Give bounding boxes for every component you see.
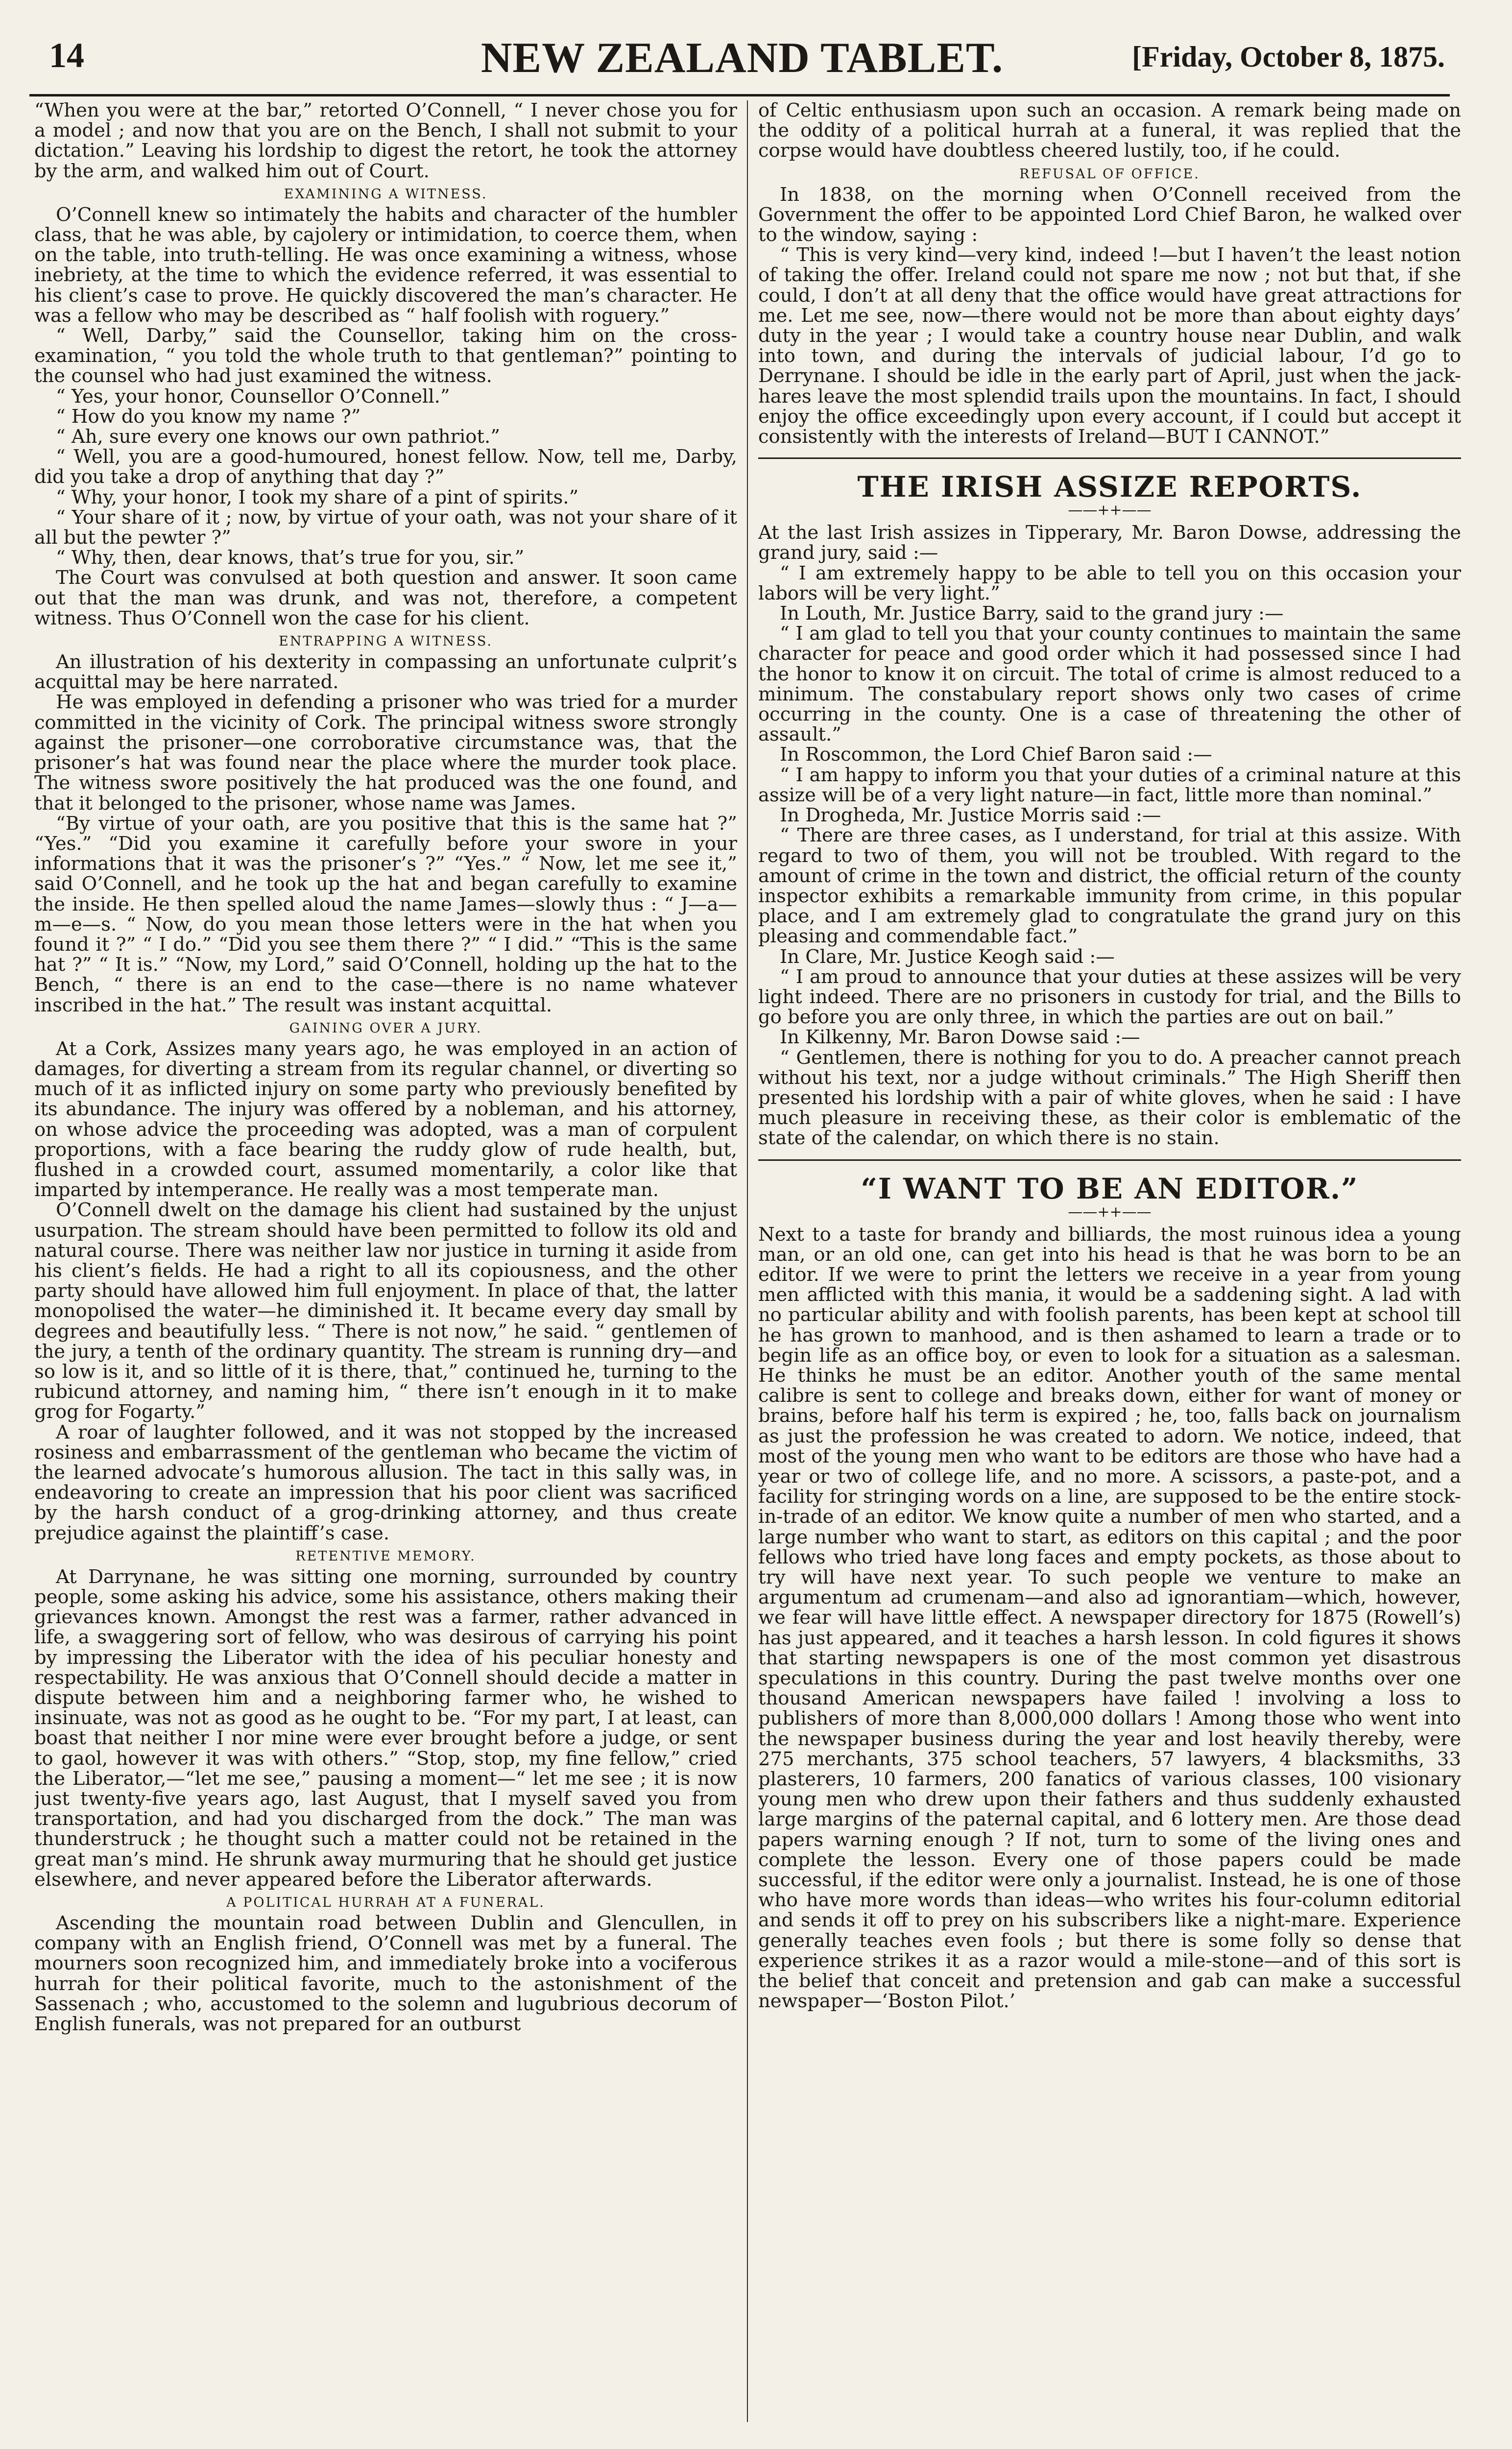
page-number: 14 <box>49 36 84 75</box>
body-paragraph: “ How do you know my name ?” <box>56 405 361 428</box>
body-paragraph: In 1838, on the morning when O’Connell received from the Government the offer to be appointed Lord Chief Baron, he walked over to the window, saying : <box>758 183 1461 246</box>
body-paragraph: In Roscommon, the Lord Chief Baron said :— <box>780 744 1212 766</box>
body-paragraph: of Celtic enthusiasm upon such an occasion. A remark being made on the oddity of a political hurrah at a funeral, it was replied that the corpse would have doubtless cheered lustily, too, if he could. <box>758 100 1461 162</box>
body-paragraph: “ Yes, your honor, Counsellor O’Connell.” <box>56 385 450 408</box>
subheading: RETENTIVE MEMORY. <box>295 1548 476 1564</box>
right-column <box>758 100 1461 2432</box>
issue-date: [Friday, October 8, 1875. <box>1132 41 1445 73</box>
header-rule <box>29 94 1450 96</box>
body-paragraph: “ There are three cases, as I understand, for trial at this assize. With regard to two of them, you will not be troubled. With regard to the amount of crime in the town and district, the official return of the county inspector exhibits a remarkable immunity from crime, in this popular place, and I am extremely glad to congratulate the grand jury on this pleasing and commendable fact.” <box>758 824 1461 948</box>
subheading: GAINING OVER A JURY. <box>289 1020 482 1036</box>
body-paragraph: In Drogheda, Mr. Justice Morris said :— <box>780 804 1161 827</box>
body-paragraph: “ This is very kind—very kind, indeed !—but I haven’t the least notion of taking the offer. Ireland could not spare me now ; not but that, if she could, I don’t at all deny that the office would have great attractions for me. Let me see, now—there would not be more than about eighty days’ duty in the year ; I would take a country house near Dublin, and walk into town, and during the intervals of judicial labour, I’d go to Derrynane. I should be idle in the early part of April, just when the jack-hares leave the most splendid trails upon the mountains. In fact, I should enjoy the office exceedingly upon every account, if I could but accept it consistently with the interests of Ireland—BUT I CANNOT.” <box>758 244 1461 448</box>
body-paragraph: “ Why, then, dear knows, that’s true for you, sir.” <box>56 547 525 569</box>
body-paragraph: He was employed in defending a prisoner who was tried for a murder committed in the vicinity of Cork. The principal witness swore strongly against the prisoner—one corroborative circumstance was, that the prisoner’s hat was found near the place where the murder took place. The witness swore positively the hat produced was the one found, and that it belonged to the prisoner, whose name was James. <box>34 691 737 815</box>
body-paragraph: “When you were at the bar,” retorted O’Connell, “ I never chose you for a model ; and now that you are on the Bench, I shall not submit to your dictation.” Leaving his lordship to digest the retort, he took the attorney by the arm, and walked him out of Court. <box>34 100 737 182</box>
body-paragraph: O’Connell knew so intimately the habits and character of the humbler class, that he was able, by cajolery or intimidation, to coerce them, when on the table, into truth-telling. He was once examining a witness, whose inebriety, at the time to which the evidence referred, it was essential to his client’s case to prove. He quickly discovered the man’s character. He was a fellow who may be described as “ half foolish with roguery.” <box>34 203 737 327</box>
body-paragraph: O’Connell dwelt on the damage his client had sustained by the unjust usurpation. The stream should have been permitted to follow its old and natural course. There was neither law nor justice in turning it aside from his client’s fields. He had a right to all its copiousness, and the other party should have allowed him full enjoyment. In place of that, the latter monopolised the water—he diminished it. It became every day small by degrees and beautifully less. “ There is not now,” he said. “ gentlemen of the jury, a tenth of the ordinary quantity. The stream is running dry—and so low is it, and so little of it is there, that,” continued he, turning to the rubicund attorney, and naming him, “ there isn’t enough in it to make grog for Fogarty.” <box>34 1199 737 1423</box>
ornament-divider: ——++—— <box>1068 1203 1152 1221</box>
article-headline: “I WANT TO BE AN EDITOR.” <box>861 1172 1359 1205</box>
body-paragraph: Next to a taste for brandy and billiards, the most ruinous idea a young man, or an old one, can get into his head is that he was born to be an editor. If we were to print the letters we receive in a year from young men afflicted with this mania, it would be a saddening sight. A lad with no particular ability and with foolish parents, has been kept at school till he has grown to manhood, and is then ashamed to learn a trade or to begin life as an office boy, or even to look for a situation as a salesman. He thinks he must be an editor. Another youth of the same mental calibre is sent to college and breaks down, either for want of money or brains, before half his term is expired ; he, too, falls back on journalism as just the profession he was created to adorn. We notice, indeed, that most of the young men who want to be editors are those who have had a year or two of college life, and no more. A scissors, a paste-pot, and a facility for stringing words on a line, are supposed to be the entire stock-in-trade of an editor. We know quite a number of men who started, and a large number who want to start, as editors on this capital ; and the poor fellows who tried have long faces and empty pockets, as those about to try will have next year. To such people we venture to make an argumentum ad crumenam—and also ad ignorantiam—which, however, we fear will have little effect. A newspaper directory for 1875 (Rowell’s) has just appeared, and it teaches a harsh lesson. In cold figures it shows that starting newspapers is one of the most common yet disastrous speculations in this country. During the past twelve months over one thousand American newspapers have failed ! involving a loss to publishers of more than 8,000,000 dollars ! Among those who went into the newspaper business during the year and lost heavily thereby, were 275 merchants, 375 school teachers, 57 lawyers, 4 blacksmiths, 33 plasterers, 10 farmers, 200 fanatics of various classes, 100 visionary young men who drew upon their fathers and thus suddenly exhausted large margins of the paternal capital, and 6 lottery men. Are those dead papers warning enough ? If not, turn to some of the living ones and complete the lesson. Every one of those papers could be made successful, if the editor were only a journalist. Instead, he is one of those who have more words than ideas—who writes his four-column editorial and sends it off to prey on his subscribers like a night-mare. Experience generally teaches even fools ; but there is some folly so dense that experience strikes it as a razor would a mile-stone—and of this sort is the belief that conceit and pretension and gab can make a successful newspaper—‘Boston Pilot.’ <box>758 1223 1461 2013</box>
body-paragraph: “By virtue of your oath, are you positive that this is the same hat ?” “Yes.” “Did you examine it carefully before your swore in your informations that it was the prisoner’s ?” “Yes.” “ Now, let me see it,” said O’Connell, and he took up the hat and began carefully to examine the inside. He then spelled aloud the name James—slowly thus : “ J—a—m—e—s. “ Now, do you mean those letters were in the hat when you found it ?” “ I do.” “Did you see them there ?” “ I did.” “This is the same hat ?” “ It is.” “Now, my Lord,” said O’Connell, holding up the hat to the Bench, “ there is an end to the case—there is no name whatever inscribed in the hat.” The result was instant acquittal. <box>34 812 737 1016</box>
article-headline: THE IRISH ASSIZE REPORTS. <box>857 470 1362 504</box>
section-rule <box>758 1159 1461 1161</box>
subheading: A POLITICAL HURRAH AT A FUNERAL. <box>226 1895 545 1911</box>
body-paragraph: “ I am happy to inform you that your duties of a criminal nature at this assize will be of a very light nature—in fact, little more than nominal.” <box>758 764 1461 806</box>
subheading: EXAMINING A WITNESS. <box>284 186 488 202</box>
body-paragraph: At the last Irish assizes in Tipperary, Mr. Baron Dowse, addressing the grand jury, said :— <box>758 522 1461 564</box>
body-paragraph: “ Gentlemen, there is nothing for you to do. A preacher cannot preach without his text, nor a judge without criminals.” The High Sheriff then presented his lordship with a pair of white gloves, when he said : I have much pleasure in receiving these, as their color is emblematic of the state of the calendar, on which there is no stain. <box>758 1046 1461 1150</box>
column-divider <box>747 100 748 2422</box>
body-paragraph: In Kilkenny, Mr. Baron Dowse said :— <box>780 1026 1140 1049</box>
body-paragraph: “ Well, Darby,” said the Counsellor, taking him on the cross-examination, “ you told the whole truth to that gentleman?” pointing to the counsel who had just examined the witness. <box>34 325 737 387</box>
body-paragraph: Ascending the mountain road between Dublin and Glencullen, in company with an English friend, O’Connell was met by a funeral. The mourners soon recognized him, and immediately broke into a vociferous hurrah for their political favorite, much to the astonishment of the Sassenach ; who, accustomed to the solemn and lugubrious decorum of English funerals, was not prepared for an outburst <box>34 1912 737 2036</box>
body-paragraph: “ Why, your honor, I took my share of a pint of spirits.” <box>56 486 579 508</box>
body-paragraph: At a Cork, Assizes many years ago, he was employed in an action of damages, for diverting a stream from its regular channel, or diverting so much of it as inflicted injury on some party who previously benefited by its abundance. The injury was offered by a nobleman, and his attorney, on whose advice the proceeding was adopted, was a man of corpulent proportions, with a face bearing the ruddy glow of rude health, but, flushed in a crowded court, assumed momentarily, a color like that imparted by intemperance. He really was a most temperate man. <box>34 1037 737 1201</box>
body-paragraph: “ Well, you are a good-humoured, honest fellow. Now, tell me, Darby, did you take a drop of anything that day ?” <box>34 446 737 488</box>
masthead-title: NEW ZEALAND TABLET. <box>480 34 1004 82</box>
body-paragraph: A roar of laughter followed, and it was not stopped by the increased rosiness and embarrassment of the gentleman who became the victim of the learned advocate’s humorous allusion. The tact in this sally was, in endeavoring to create an impression that his poor client was sacrificed by the harsh conduct of a grog-drinking attorney, and thus create prejudice against the plaintiff’s case. <box>34 1421 737 1544</box>
body-paragraph: “ I am proud to announce that your duties at these assizes will be very light indeed. There are no prisoners in custody for trial, and the Bills to go before you are only three, in which the parties are out on bail.” <box>758 965 1461 1029</box>
body-paragraph: The Court was convulsed at both question and answer. It soon came out that the man was drunk, and was not, therefore, a competent witness. Thus O’Connell won the case for his client. <box>34 567 737 629</box>
subheading: REFUSAL OF OFFICE. <box>1019 166 1200 182</box>
body-paragraph: In Clare, Mr. Justice Keogh said :— <box>780 945 1115 968</box>
body-paragraph: An illustration of his dexterity in compassing an unfortunate culprit’s acquittal may be here narrated. <box>34 651 737 694</box>
left-column <box>34 100 737 2432</box>
body-paragraph: “ Your share of it ; now, by virtue of your oath, was not your share of it all but the pewter ?” <box>34 506 737 549</box>
section-rule <box>758 457 1461 459</box>
body-paragraph: At Darrynane, he was sitting one morning, surrounded by country people, some asking his advice, some his assistance, others making their grievances known. Amongst the rest was a farmer, rather advanced in life, a swaggering sort of fellow, who was desirous of carrying his point by impressing the Liberator with the idea of his peculiar honesty and respectability. He was anxious that O’Connell should decide a matter in dispute between him and a neighboring farmer who, he wished to insinuate, was not as good as he ought to be. “For my part, I at least, can boast that neither I nor mine were ever brought before a judge, or sent to gaol, however it was with others.” “Stop, stop, my fine fellow,” cried the Liberator,—“let me see,” pausing a moment—“ let me see ; it is now just twenty-five years ago, last August, that I myself saved you from transportation, and had you discharged from the dock.” The man was thunderstruck ; he thought such a matter could not be retained in the great man’s mind. He shrunk away murmuring that he should get justice elsewhere, and never appeared before the Liberator afterwards. <box>34 1565 737 1891</box>
body-paragraph: “ I am glad to tell you that your county continues to maintain the same character for peace and good order which it had possessed since I had the honor to know it on circuit. The total of crime is almost reduced to a minimum. The constabulary report shows only two cases of crime occurring in the county. One is a case of threatening the other of assault.” <box>758 623 1461 746</box>
body-paragraph: In Louth, Mr. Justice Barry, said to the grand jury :— <box>780 602 1284 625</box>
ornament-divider: ——++—— <box>1068 502 1152 519</box>
page-header <box>34 29 1450 93</box>
body-paragraph: “ I am extremely happy to be able to tell you on this occasion your labors will be very light.” <box>758 562 1461 604</box>
body-paragraph: “ Ah, sure every one knows our own pathriot.” <box>56 426 500 448</box>
subheading: ENTRAPPING A WITNESS. <box>279 634 493 649</box>
